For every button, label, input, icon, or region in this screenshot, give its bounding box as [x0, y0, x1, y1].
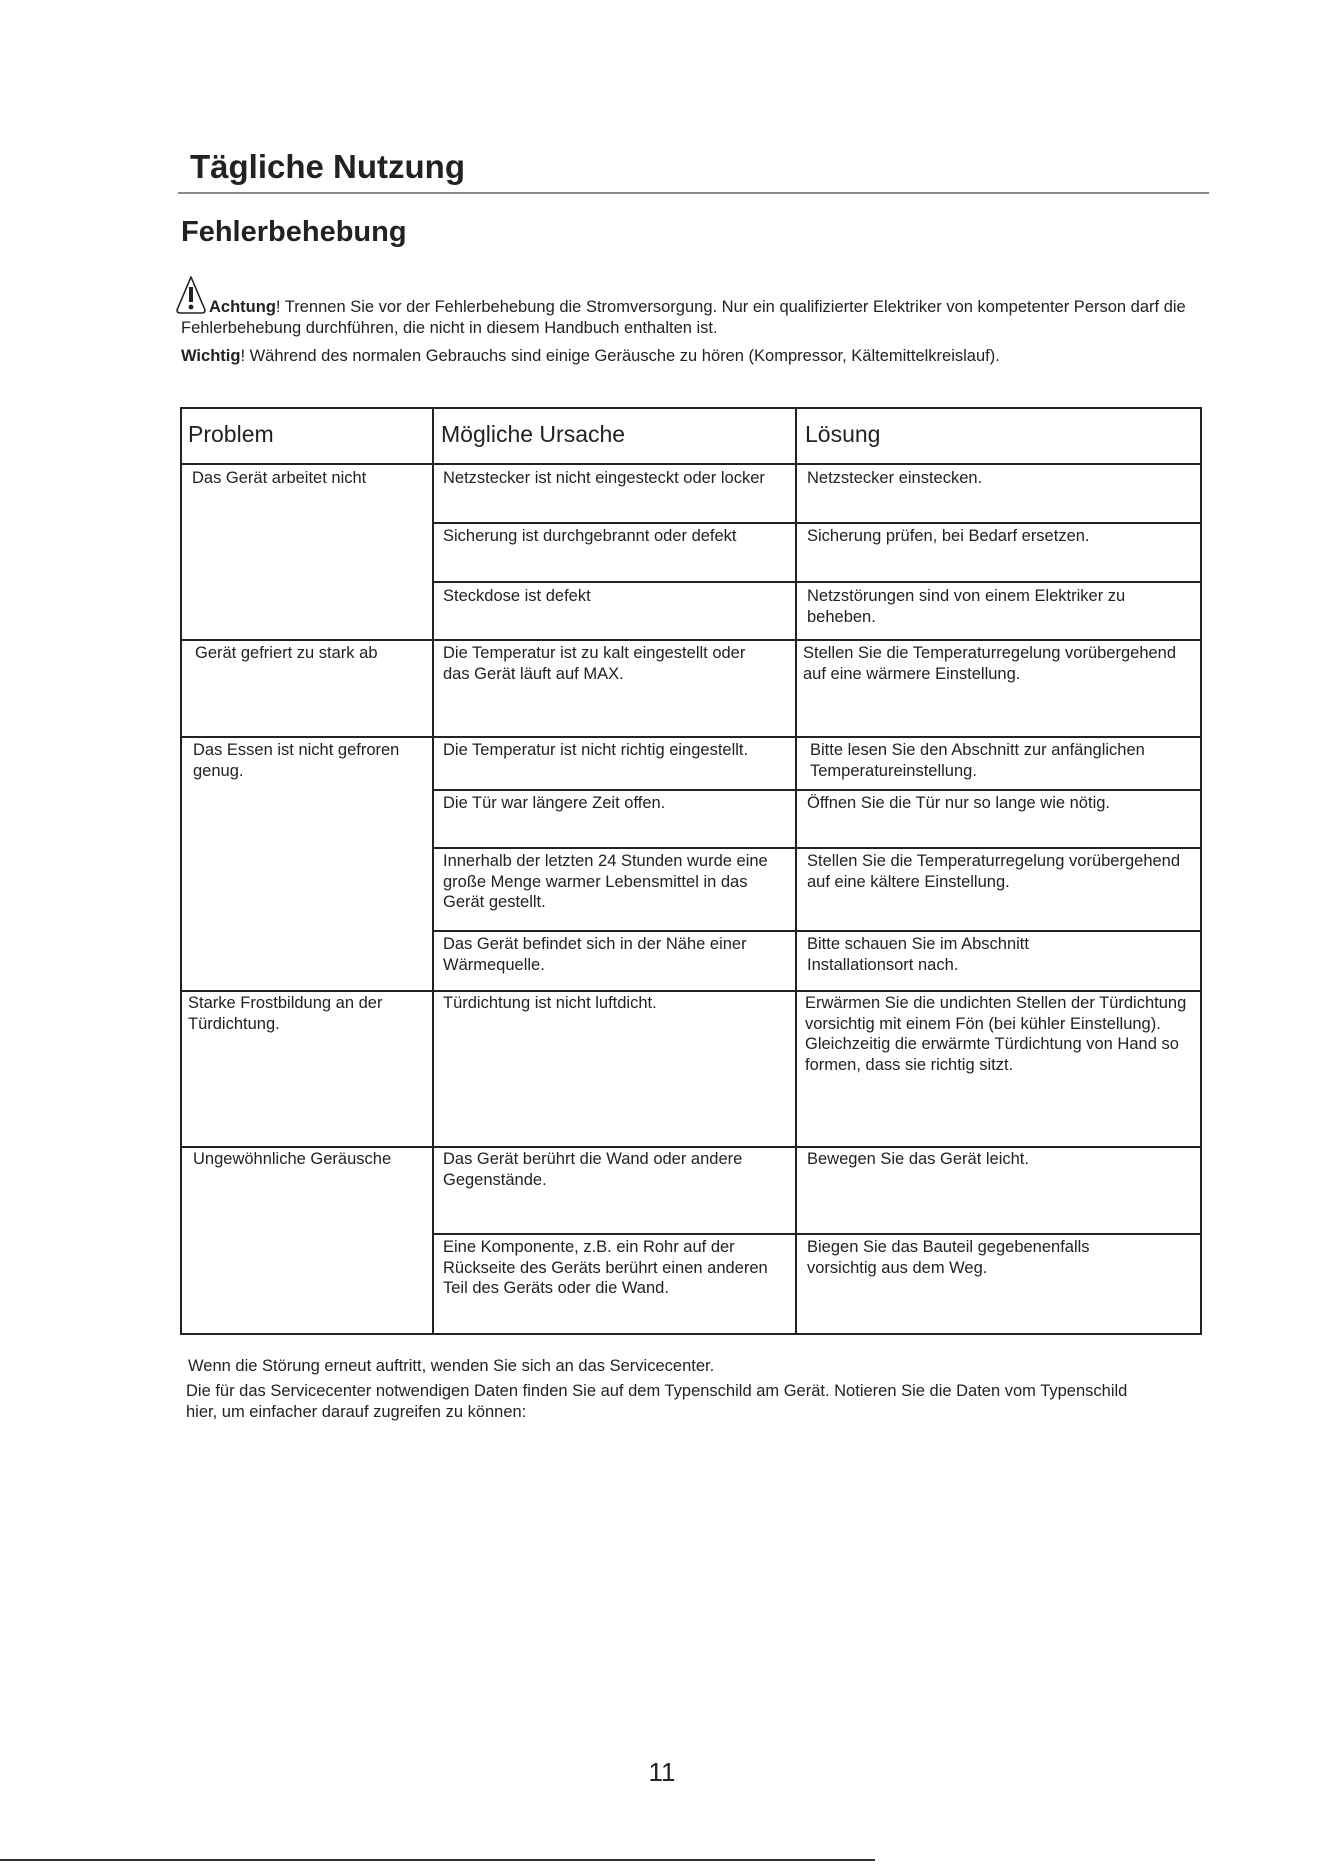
warning-paragraph [181, 297, 1221, 339]
cause-cell: Das Gerät berührt die Wand oder andere Gegenstände. [443, 1150, 743, 1189]
solution-cell: Bewegen Sie das Gerät leicht. [807, 1150, 1029, 1168]
footer-note-line2: Die für das Servicecenter notwendigen Daten finden Sie auf dem Typenschild am Gerät. Notieren Sie die Daten vom Typenschild hier, um einfacher darauf zugreifen zu können: [186, 1382, 1128, 1421]
table-divider-cause [432, 407, 434, 1335]
cause-cell: Steckdose ist defekt [443, 587, 591, 605]
bottom-rule [0, 1859, 875, 1861]
solution-cell: Stellen Sie die Temperaturregelung vorübergehend auf eine wärmere Einstellung. [803, 644, 1177, 683]
table-header-rule [180, 463, 1202, 465]
section-title-rule [178, 192, 1209, 194]
solution-cell: Netzstecker einstecken. [807, 469, 983, 487]
cause-cell: Sicherung ist durchgebrannt oder defekt [443, 527, 737, 545]
solution-cell: Öffnen Sie die Tür nur so lange wie nötig. [807, 794, 1110, 812]
cause-cell: Das Gerät befindet sich in der Nähe einer Wärmequelle. [443, 935, 747, 974]
solution-cell: Bitte lesen Sie den Abschnitt zur anfänglichen Temperatureinstellung. [810, 741, 1145, 780]
table-subrow-rule [432, 789, 1202, 791]
solution-cell: Stellen Sie die Temperaturregelung vorübergehend auf eine kältere Einstellung. [807, 852, 1181, 891]
solution-cell: Erwärmen Sie die undichten Stellen der Türdichtung vorsichtig mit einem Fön (bei kühler Einstellung). Gleichzeitig die erwärmte Türdichtung von Hand so formen, dass sie richtig sitzt. [805, 994, 1187, 1074]
solution-cell: Bitte schauen Sie im Abschnitt Installationsort nach. [807, 935, 1029, 974]
cause-cell: Netzstecker ist nicht eingesteckt oder locker [443, 469, 765, 487]
cause-cell: Türdichtung ist nicht luftdicht. [443, 994, 657, 1012]
problem-cell: Starke Frostbildung an der Türdichtung. [188, 994, 383, 1033]
table-row-rule [180, 990, 1202, 992]
warning-text: ! Trennen Sie vor der Fehlerbehebung die Stromversorgung. Nur ein qualifizierter Elektriker von kompetenter Person darf die Fehlerbehebung durchführen, die nicht in diesem Handbuch enthalten ist. [181, 298, 1186, 337]
page-title: Fehlerbehebung [181, 216, 407, 248]
table-subrow-rule [432, 930, 1202, 932]
solution-cell: Sicherung prüfen, bei Bedarf ersetzen. [807, 527, 1090, 545]
cause-cell: Die Temperatur ist zu kalt eingestellt oder das Gerät läuft auf MAX. [443, 644, 746, 683]
table-row-rule [180, 736, 1202, 738]
cause-cell: Innerhalb der letzten 24 Stunden wurde eine große Menge warmer Lebensmittel in das Gerät gestellt. [443, 852, 768, 911]
cause-cell: Die Tür war längere Zeit offen. [443, 794, 666, 812]
table-border-left [180, 407, 182, 1335]
problem-cell: Gerät gefriert zu stark ab [195, 644, 378, 662]
important-paragraph [181, 346, 1000, 367]
table-subrow-rule [432, 1233, 1202, 1235]
troubleshooting-table [180, 407, 1202, 1335]
section-title: Tägliche Nutzung [190, 148, 465, 185]
solution-cell: Biegen Sie das Bauteil gegebenenfalls vorsichtig aus dem Weg. [807, 1238, 1090, 1277]
warning-label: Achtung [209, 298, 276, 316]
cause-cell: Die Temperatur ist nicht richtig eingestellt. [443, 741, 749, 759]
column-header-problem: Problem [188, 421, 274, 447]
problem-cell: Das Essen ist nicht gefroren genug. [193, 741, 400, 780]
solution-cell: Netzstörungen sind von einem Elektriker zu beheben. [807, 587, 1126, 626]
table-row-rule [180, 1146, 1202, 1148]
table-row-rule [180, 639, 1202, 641]
table-subrow-rule [432, 581, 1202, 583]
footer-note-line1: Wenn die Störung erneut auftritt, wenden Sie sich an das Servicecenter. [188, 1357, 715, 1375]
cause-cell: Eine Komponente, z.B. ein Rohr auf der Rückseite des Geräts berührt einen anderen Teil des Geräts oder die Wand. [443, 1238, 768, 1297]
table-subrow-rule [432, 522, 1202, 524]
problem-cell: Das Gerät arbeitet nicht [192, 469, 367, 487]
column-header-solution: Lösung [805, 421, 881, 447]
table-border-bottom [180, 1333, 1202, 1335]
page-number: 11 [648, 1757, 676, 1787]
problem-cell: Ungewöhnliche Geräusche [193, 1150, 392, 1168]
table-border-right [1200, 407, 1202, 1335]
table-divider-solution [795, 407, 797, 1335]
important-text: ! Während des normalen Gebrauchs sind einige Geräusche zu hören (Kompressor, Kältemittelkreislauf). [240, 347, 1000, 365]
column-header-cause: Mögliche Ursache [441, 421, 626, 447]
table-subrow-rule [432, 847, 1202, 849]
table-border-top [180, 407, 1202, 409]
important-label: Wichtig [181, 347, 241, 365]
